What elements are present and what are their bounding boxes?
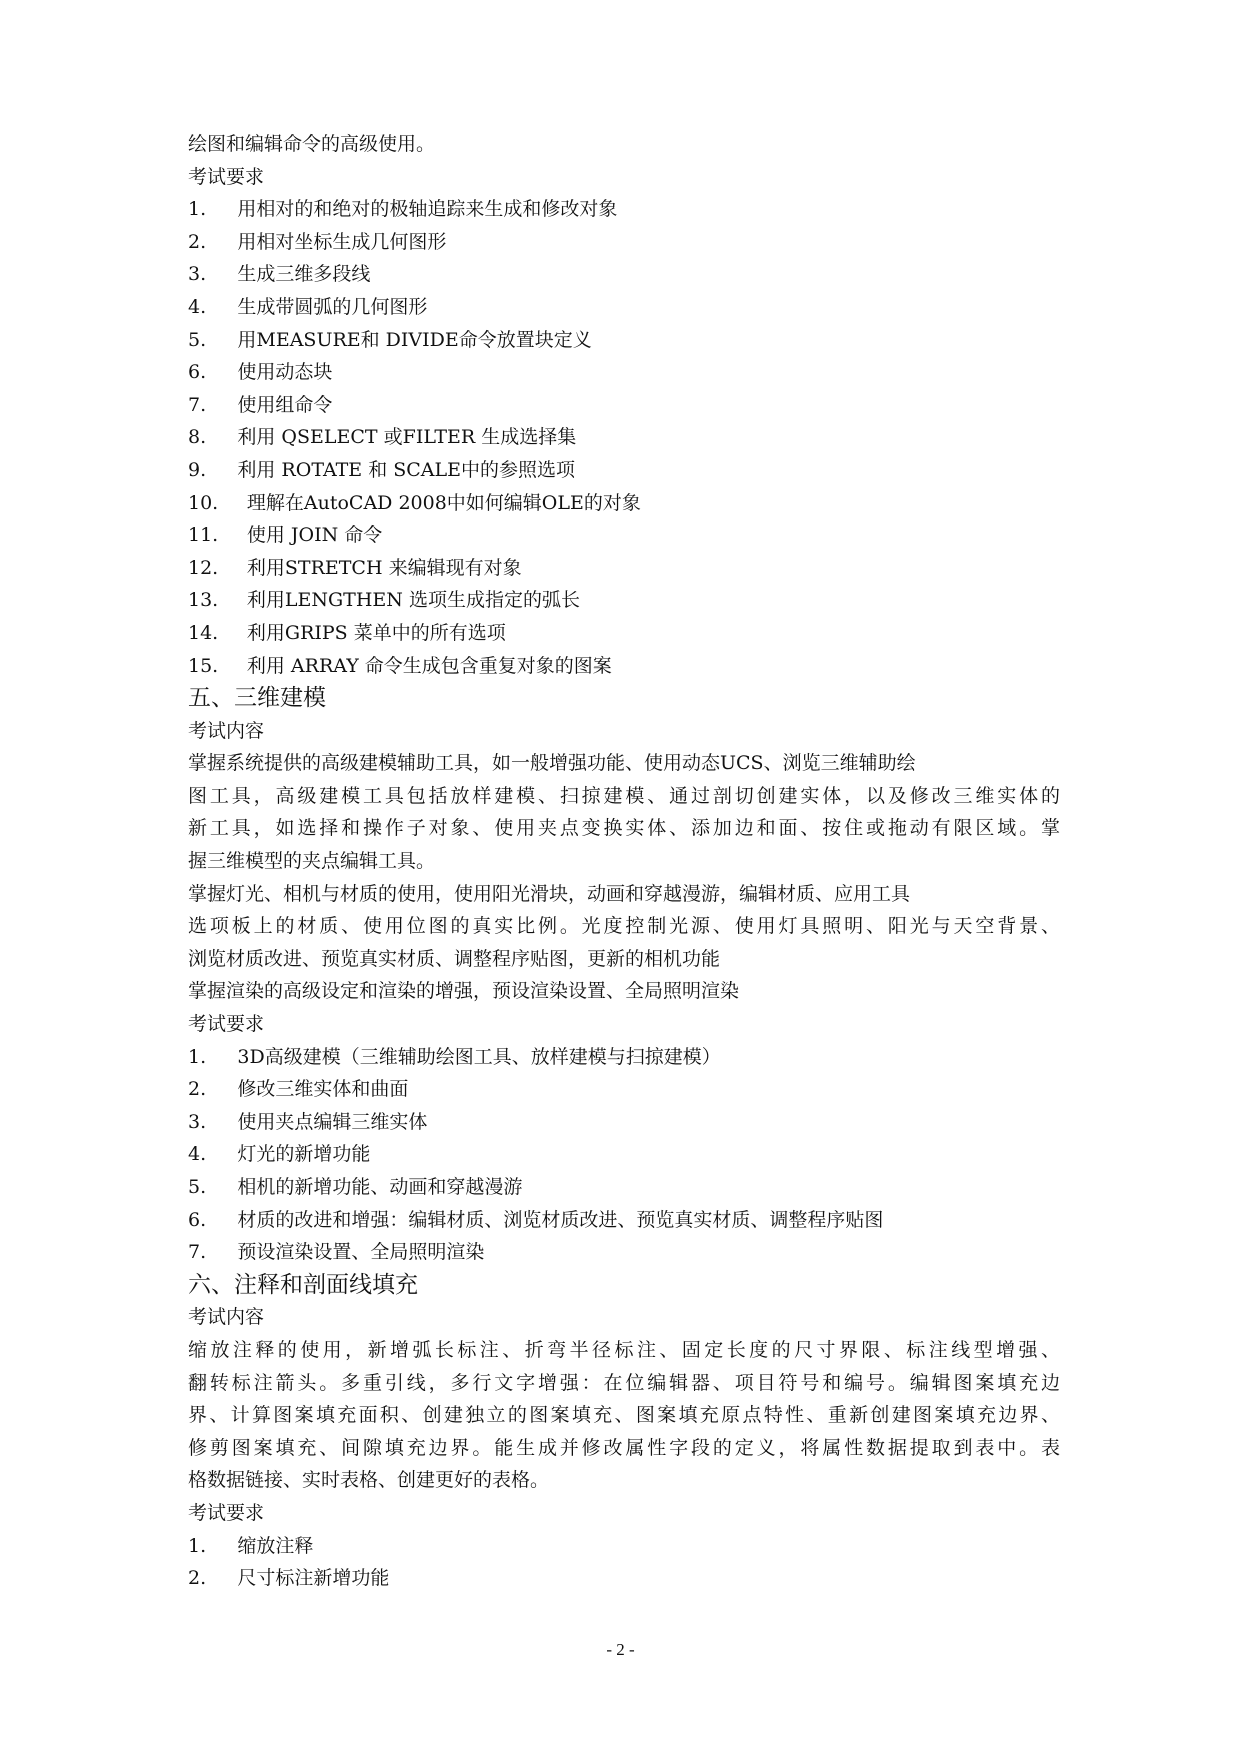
item-number: 11. (188, 524, 219, 547)
item-number: 5. (188, 328, 207, 351)
item-text: 利用STRETCH 来编辑现有对象 (246, 556, 522, 579)
item-text: 用MEASURE和 DIVIDE命令放置块定义 (237, 328, 592, 351)
page-content (188, 128, 1060, 1595)
item-text: 利用LENGTHEN 选项生成指定的弧长 (246, 589, 580, 612)
section5-paragraph-2 (188, 878, 1060, 976)
item-number: 3. (188, 1110, 207, 1133)
item-number: 14. (188, 621, 219, 644)
section6-requirements-label: 考试要求 (188, 1501, 265, 1524)
list-item (188, 1041, 1060, 1074)
paragraph-line: 掌握渲染的高级设定和渲染的增强，预设渲染设置、全局照明渲染 (188, 980, 740, 1003)
item-text: 利用 QSELECT 或FILTER 生成选择集 (237, 426, 577, 449)
paragraph-line: 掌握灯光、相机与材质的使用，使用阳光滑块，动画和穿越漫游，编辑材质、应用工具 (188, 882, 911, 905)
item-number: 15. (188, 654, 219, 677)
list-item (188, 258, 1060, 291)
intro-line: 绘图和编辑命令的高级使用。 (188, 133, 436, 155)
section5-requirements-label: 考试要求 (188, 1013, 265, 1036)
section5-paragraph-1 (188, 747, 1060, 877)
section5-content-label: 考试内容 (188, 719, 265, 742)
item-text: 修改三维实体和曲面 (237, 1078, 409, 1101)
item-number: 13. (188, 589, 219, 612)
list-item (188, 650, 1060, 683)
section5-paragraph-3 (188, 975, 1060, 1008)
item-number: 8. (188, 426, 207, 449)
item-number: 10. (188, 491, 219, 514)
item-number: 1. (188, 1534, 207, 1557)
item-text: 尺寸标注新增功能 (237, 1567, 390, 1590)
list-item (188, 421, 1060, 454)
list-item (188, 454, 1060, 487)
section5-requirements-list (188, 1041, 1060, 1269)
item-text: 使用组命令 (237, 393, 333, 416)
section5-heading: 五、三维建模 (188, 685, 326, 712)
paragraph-line: 缩放注释的使用，新增弧长标注、折弯半径标注、固定长度的尺寸界限、标注线型增强、 (188, 1338, 1060, 1361)
item-number: 12. (188, 556, 219, 579)
list-item (188, 552, 1060, 585)
list-item (188, 1106, 1060, 1139)
page-number: - 2 - (606, 1640, 635, 1659)
list-item (188, 1204, 1060, 1237)
item-text: 用相对坐标生成几何图形 (237, 230, 447, 253)
item-number: 4. (188, 1143, 207, 1166)
item-text: 用相对的和绝对的极轴追踪来生成和修改对象 (237, 198, 618, 221)
list-item (188, 291, 1060, 324)
item-text: 材质的改进和增强：编辑材质、浏览材质改进、预览真实材质、调整程序贴图 (237, 1208, 884, 1231)
item-number: 4. (188, 295, 207, 318)
item-text: 利用 ARRAY 命令生成包含重复对象的图案 (246, 654, 612, 677)
item-number: 9. (188, 458, 207, 481)
list-item (188, 487, 1060, 520)
list-item (188, 389, 1060, 422)
list-item (188, 1138, 1060, 1171)
item-number: 3. (188, 263, 207, 286)
paragraph-line: 握三维模型的夹点编辑工具。 (188, 850, 436, 873)
list-item (188, 356, 1060, 389)
list-item (188, 519, 1060, 552)
item-text: 灯光的新增功能 (237, 1143, 371, 1166)
item-text: 利用GRIPS 菜单中的所有选项 (246, 621, 506, 644)
item-text: 预设渲染设置、全局照明渲染 (237, 1241, 485, 1264)
paragraph-line: 图工具，高级建模工具包括放样建模、扫掠建模、通过剖切创建实体，以及修改三维实体的 (188, 784, 1060, 807)
list-item (188, 1236, 1060, 1269)
section6-paragraph (188, 1334, 1060, 1497)
list-item (188, 1530, 1060, 1563)
item-number: 2. (188, 230, 207, 253)
item-number: 2. (188, 1567, 207, 1590)
paragraph-line: 选项板上的材质、使用位图的真实比例。光度控制光源、使用灯具照明、阳光与天空背景、 (188, 915, 1060, 938)
item-number: 7. (188, 393, 207, 416)
list-item (188, 324, 1060, 357)
item-number: 7. (188, 1241, 207, 1264)
section6-heading: 六、注释和剖面线填充 (188, 1271, 418, 1298)
list-item (188, 226, 1060, 259)
item-number: 1. (188, 1045, 207, 1068)
paragraph-line: 界、计算图案填充面积、创建独立的图案填充、图案填充原点特性、重新创建图案填充边界、 (188, 1404, 1060, 1427)
list-item (188, 1171, 1060, 1204)
list-item (188, 617, 1060, 650)
item-number: 1. (188, 198, 207, 221)
item-text: 生成三维多段线 (237, 263, 371, 286)
list-item (188, 1073, 1060, 1106)
paragraph-line: 新工具，如选择和操作子对象、使用夹点变换实体、添加边和面、按住或拖动有限区域。掌 (188, 817, 1060, 840)
item-text: 使用动态块 (237, 361, 333, 384)
paragraph-line: 掌握系统提供的高级建模辅助工具，如一般增强功能、使用动态UCS、浏览三维辅助绘 (188, 752, 916, 775)
item-text: 相机的新增功能、动画和穿越漫游 (237, 1176, 523, 1198)
list-item (188, 193, 1060, 226)
item-text: 利用 ROTATE 和 SCALE中的参照选项 (237, 458, 576, 481)
section4-requirements-label: 考试要求 (188, 165, 265, 188)
list-item (188, 584, 1060, 617)
item-text: 生成带圆弧的几何图形 (237, 295, 428, 318)
list-item (188, 1562, 1060, 1595)
item-text: 3D高级建模（三维辅助绘图工具、放样建模与扫掠建模） (237, 1045, 721, 1068)
item-text: 缩放注释 (237, 1534, 314, 1557)
paragraph-line: 浏览材质改进、预览真实材质、调整程序贴图，更新的相机功能 (188, 947, 721, 970)
paragraph-line: 格数据链接、实时表格、创建更好的表格。 (188, 1469, 550, 1492)
paragraph-line: 修剪图案填充、间隙填充边界。能生成并修改属性字段的定义，将属性数据提取到表中。表 (188, 1436, 1060, 1459)
item-text: 理解在AutoCAD 2008中如何编辑OLE的对象 (246, 491, 641, 514)
paragraph-line: 翻转标注箭头。多重引线，多行文字增强：在位编辑器、项目符号和编号。编辑图案填充边 (188, 1371, 1060, 1394)
item-number: 5. (188, 1176, 207, 1198)
item-text: 使用 JOIN 命令 (246, 524, 383, 547)
section6-content-label: 考试内容 (188, 1306, 265, 1329)
item-text: 使用夹点编辑三维实体 (237, 1110, 428, 1133)
section6-requirements-list (188, 1530, 1060, 1595)
item-number: 6. (188, 361, 207, 384)
item-number: 6. (188, 1208, 207, 1231)
item-number: 2. (188, 1078, 207, 1101)
section4-requirements-list (188, 193, 1060, 682)
